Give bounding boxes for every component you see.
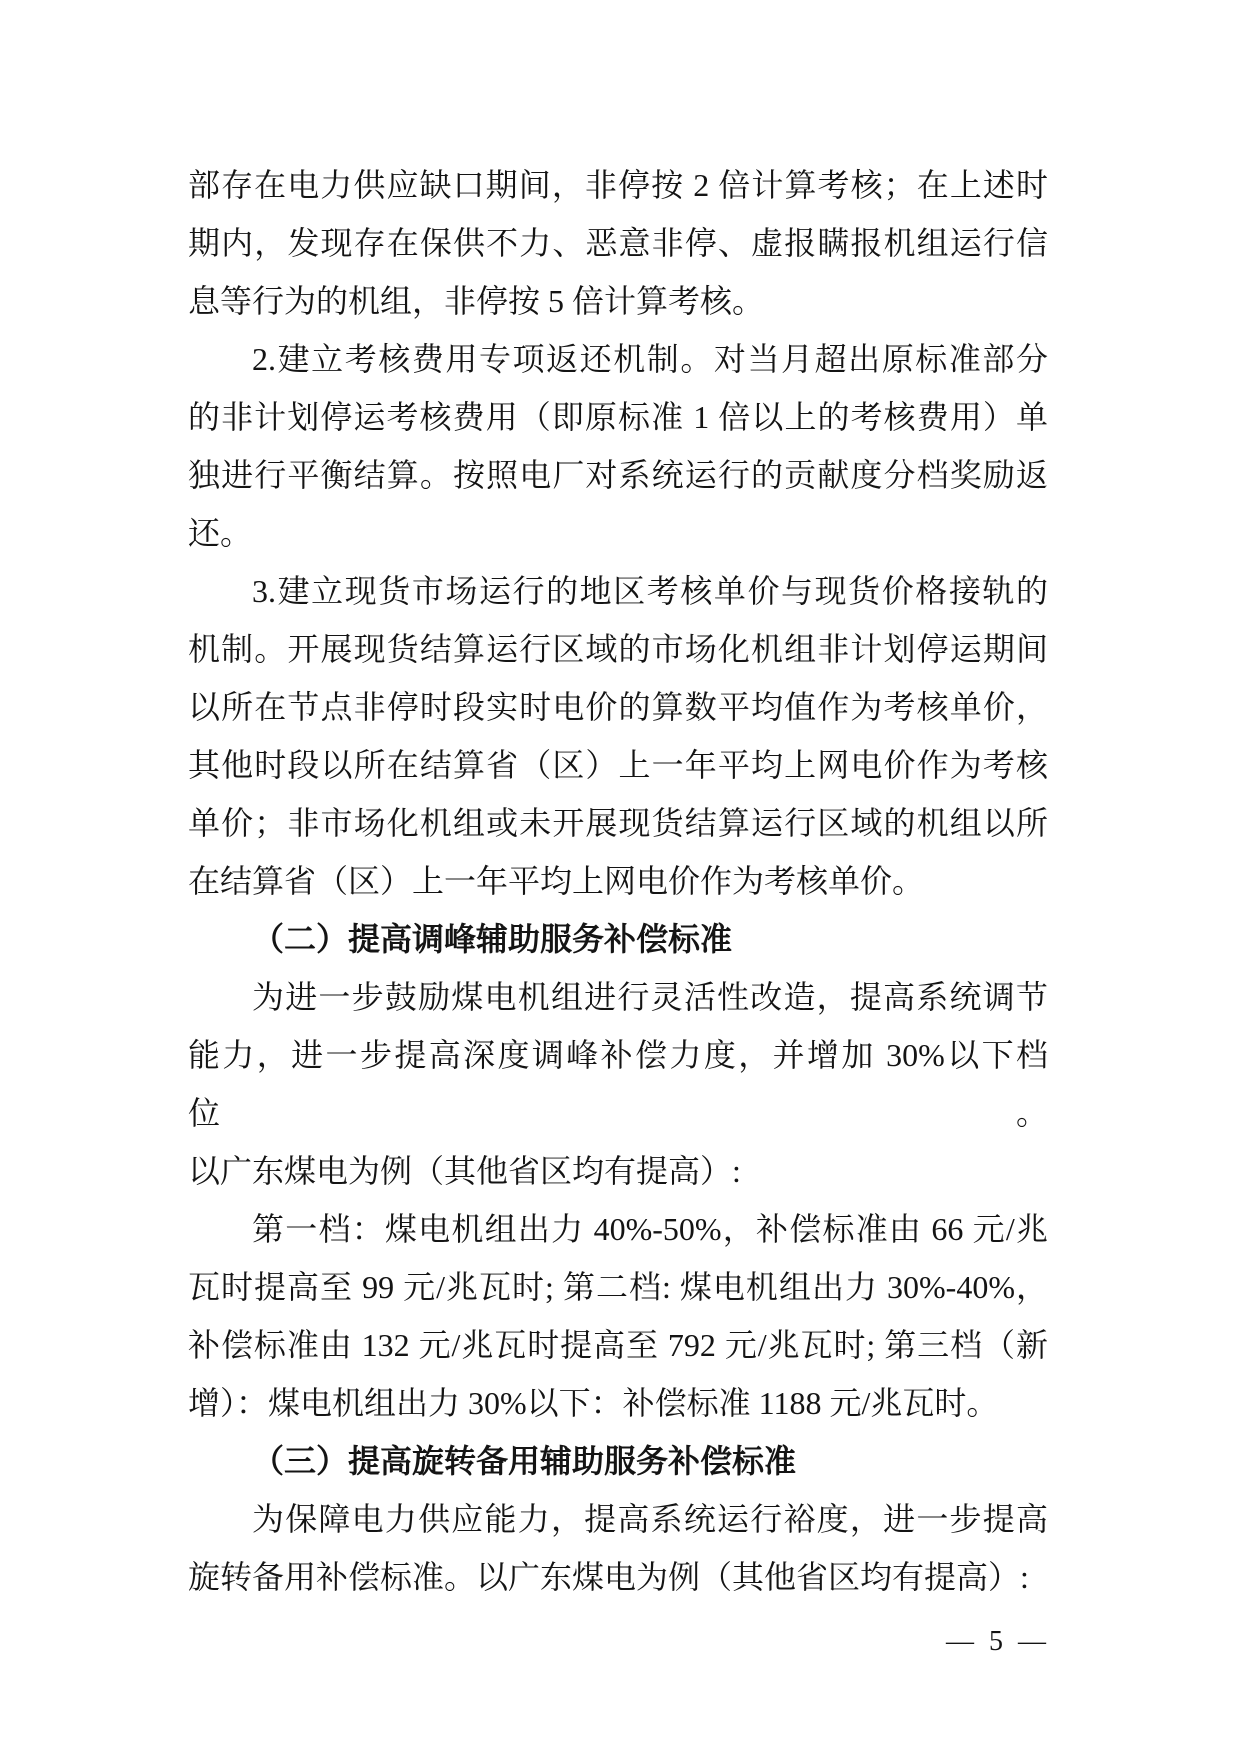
doc-line-item-3: 3.建立现货市场运行的地区考核单价与现货价格接轨的 — [252, 573, 1048, 609]
section-heading-3: （三）提高旋转备用辅助服务补偿标准 — [252, 1443, 797, 1479]
doc-line: 为保障电力供应能力，提高系统运行裕度，进一步提高 — [252, 1501, 1048, 1537]
doc-line: 为进一步鼓励煤电机组进行灵活性改造，提高系统调节 — [252, 979, 1048, 1015]
doc-line: 第一档：煤电机组出力 40%-50%，补偿标准由 66 元/兆 — [252, 1211, 1048, 1247]
section-heading-2: （二）提高调峰辅助服务补偿标准 — [252, 921, 733, 957]
doc-line: 部存在电力供应缺口期间，非停按 2 倍计算考核；在上述时 — [188, 167, 1048, 203]
doc-line: 补偿标准由 132 元/兆瓦时提高至 792 元/兆瓦时; 第三档（新 — [188, 1327, 1048, 1363]
doc-line: 旋转备用补偿标准。以广东煤电为例（其他省区均有提高）: — [188, 1559, 1029, 1595]
doc-line: 机制。开展现货结算运行区域的市场化机组非计划停运期间 — [188, 631, 1048, 667]
doc-line: 独进行平衡结算。按照电厂对系统运行的贡献度分档奖励返 — [188, 457, 1048, 493]
doc-line: 期内，发现存在保供不力、恶意非停、虚报瞒报机组运行信 — [188, 225, 1048, 261]
text-block — [188, 156, 1048, 1606]
doc-line-item-2: 2.建立考核费用专项返还机制。对当月超出原标准部分 — [252, 341, 1048, 377]
doc-line: 单价；非市场化机组或未开展现货结算运行区域的机组以所 — [188, 805, 1048, 841]
doc-line: 以所在节点非停时段实时电价的算数平均值作为考核单价， — [188, 689, 1048, 725]
page-number: — 5 — — [946, 1626, 1050, 1657]
doc-line: 以广东煤电为例（其他省区均有提高）: — [188, 1153, 741, 1189]
doc-line: 增）：煤电机组出力 30%以下：补偿标准 1188 元/兆瓦时。 — [188, 1385, 999, 1421]
doc-line: 还。 — [188, 515, 253, 551]
doc-line: 能力，进一步提高深度调峰补偿力度，并增加 30%以下档位。 — [188, 1037, 1048, 1131]
doc-line: 的非计划停运考核费用（即原标准 1 倍以上的考核费用）单 — [188, 399, 1048, 435]
doc-line: 息等行为的机组，非停按 5 倍计算考核。 — [188, 283, 765, 319]
doc-line: 在结算省（区）上一年平均上网电价作为考核单价。 — [188, 863, 925, 899]
doc-line: 其他时段以所在结算省（区）上一年平均上网电价作为考核 — [188, 747, 1048, 783]
doc-line: 瓦时提高至 99 元/兆瓦时; 第二档: 煤电机组出力 30%-40%， — [188, 1269, 1048, 1305]
